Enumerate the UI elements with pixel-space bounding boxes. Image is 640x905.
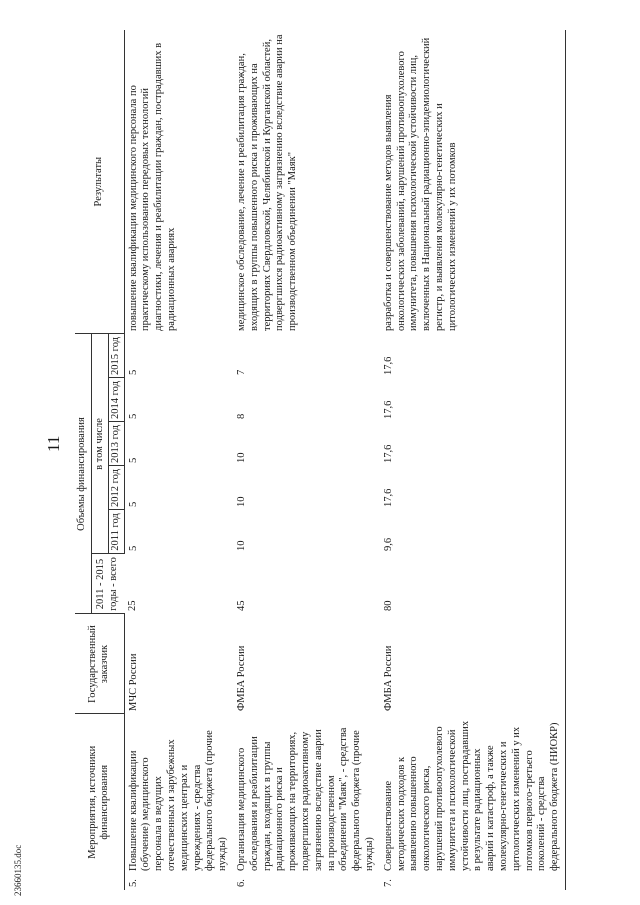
header-total: 2011 - 2015 годы - всего [91, 554, 124, 614]
row-year-2012: 17,6 [380, 466, 566, 510]
row-total: 45 [235, 600, 247, 611]
row-total: 25 [127, 600, 139, 611]
page-number: 11 [44, 435, 63, 452]
footer-doc-code: 23660135.doc [13, 844, 23, 896]
row-measure: Повышение квалификации (обучение) медицинского персонала в ведущих отечественных и зарубежных медицинских центрах и учреждениях - средства федерального бюджета (прочие нужды) [127, 730, 229, 871]
row-year-2012: 5 [127, 501, 139, 507]
row-number: 5. [127, 879, 139, 887]
header-results: Результаты [75, 30, 124, 334]
row-measure: Организация медицинского обследования и реабилитации граждан, входящих в группы радиационного риска и проживающих на территориях, подвергшихся радиоактивному загрязнению вследствие аварии на производственном объединении "Маяк", - средства федерального бюджета (прочие нужды) [235, 727, 375, 871]
row-year-2013: 17,6 [380, 422, 566, 466]
row-year-2012: 10 [235, 496, 247, 507]
row-year-2014: 8 [235, 413, 247, 419]
row-year-2013: 5 [127, 457, 139, 463]
table-row [380, 30, 566, 890]
header-year-2013: 2013 год [108, 422, 124, 466]
header-year-2012: 2012 год [108, 466, 124, 510]
header-customer: Государственный заказчик [75, 614, 124, 714]
row-year-2015: 17,6 [380, 334, 566, 378]
row-year-2014: 5 [127, 413, 139, 419]
header-financing: Объемы финансирования [75, 334, 91, 614]
row-year-2015: 7 [235, 369, 247, 375]
row-year-2014: 17,6 [380, 378, 566, 422]
header-year-2011: 2011 год [108, 510, 124, 554]
row-year-2011: 5 [127, 545, 139, 551]
row-customer: ФМБА России [235, 645, 247, 711]
header-year-2015: 2015 год [108, 334, 124, 378]
header-measures: Мероприятия, источники финансирования [75, 714, 124, 890]
row-result: разработка и совершенствование методов выявления онкологических заболеваний, нарушений противоопухолевого иммунитета, повышения психологической устойчивости лиц, включенных в Национальный радиационно-эпидемиологический регистр, и выявления молекулярно-генетических и цитологических изменений у их потомков [380, 30, 566, 334]
row-customer: ФМБА России [380, 614, 566, 714]
row-year-2015: 5 [127, 369, 139, 375]
row-result: повышение квалификации медицинского персонала по практическому использованию передовых технологий диагностики, лечения и реабилитации граждан, пострадавших в радиационных авариях [127, 42, 177, 331]
header-year-2014: 2014 год [108, 378, 124, 422]
financing-table [75, 30, 566, 890]
row-year-2011: 9,6 [380, 510, 566, 554]
header-including: в том числе [93, 334, 108, 554]
row-customer: МЧС России [127, 653, 139, 711]
row-number: 7. [380, 874, 566, 890]
table-row [233, 30, 380, 890]
row-total: 80 [380, 554, 566, 614]
row-result: медицинское обследование, лечение и реабилитация граждан, входящих в группы повышенного риска и проживающих на территориях Свердловской, Челябинской и Курганской областей, подвергшихся радиоактивному загрязнению вследствие аварии на производственном объединении "Маяк" [235, 34, 299, 331]
row-year-2013: 10 [235, 452, 247, 463]
row-number: 6. [235, 879, 247, 887]
table-row [124, 30, 233, 890]
rotated-table-container [75, 30, 561, 890]
row-year-2011: 10 [235, 540, 247, 551]
row-measure: Совершенствование методических подходов к выявлению повышенного онкологического риска, нарушений противоопухолевого иммунитета и психологической устойчивости лиц, пострадавших в результате радиационных аварий и катастроф, а также молекулярно-генетических и цитологических изменений у их потомков первого-третьего поколений - средства федерального бюджета (НИОКР) [380, 714, 566, 874]
